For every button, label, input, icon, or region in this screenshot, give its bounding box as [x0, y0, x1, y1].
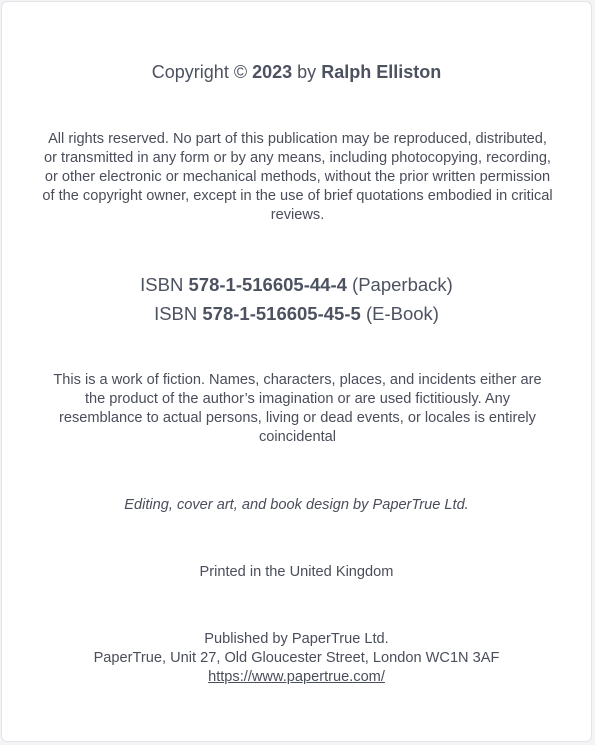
copyright-page — [1, 1, 592, 742]
editing-credit: Editing, cover art, and book design by PaperTrue Ltd. — [124, 497, 469, 513]
isbn-number: 578-1-516605-45-5 — [202, 303, 361, 324]
rights-statement: All rights reserved. No part of this publication may be reproduced, distributed, or transmitted in any form or by any means, including photocopying, recording, or other electronic or mechanical methods, without the prior written permission of the copyright owner, except in the use of brief quotations embodied in critical reviews. — [42, 131, 553, 223]
isbn-prefix: ISBN — [140, 274, 184, 295]
isbn-paperback — [2, 270, 591, 299]
fiction-disclaimer: This is a work of fiction. Names, characters, places, and incidents either are the product of the author’s imagination or are used fictitiously. Any resemblance to actual persons, living or dead events, or locales is entirely coincidental — [53, 372, 542, 445]
publisher-address: PaperTrue, Unit 27, Old Gloucester Street, London WC1N 3AF — [93, 650, 500, 666]
copyright-line — [2, 59, 591, 85]
isbn-format: (Paperback) — [352, 274, 453, 295]
isbn-prefix: ISBN — [154, 303, 198, 324]
copyright-year: 2023 — [252, 62, 293, 82]
publisher-link[interactable]: https://www.papertrue.com/ — [208, 669, 385, 685]
isbn-ebook — [2, 299, 591, 328]
isbn-number: 578-1-516605-44-4 — [188, 274, 347, 295]
copyright-by: by — [297, 62, 317, 82]
printed-location: Printed in the United Kingdom — [199, 564, 394, 580]
isbn-block — [2, 270, 591, 328]
copyright-author: Ralph Elliston — [321, 62, 442, 82]
isbn-format: (E-Book) — [365, 303, 439, 324]
publisher-info — [2, 630, 591, 687]
copyright-prefix: Copyright © — [151, 62, 248, 82]
published-by: Published by PaperTrue Ltd. — [204, 631, 389, 647]
